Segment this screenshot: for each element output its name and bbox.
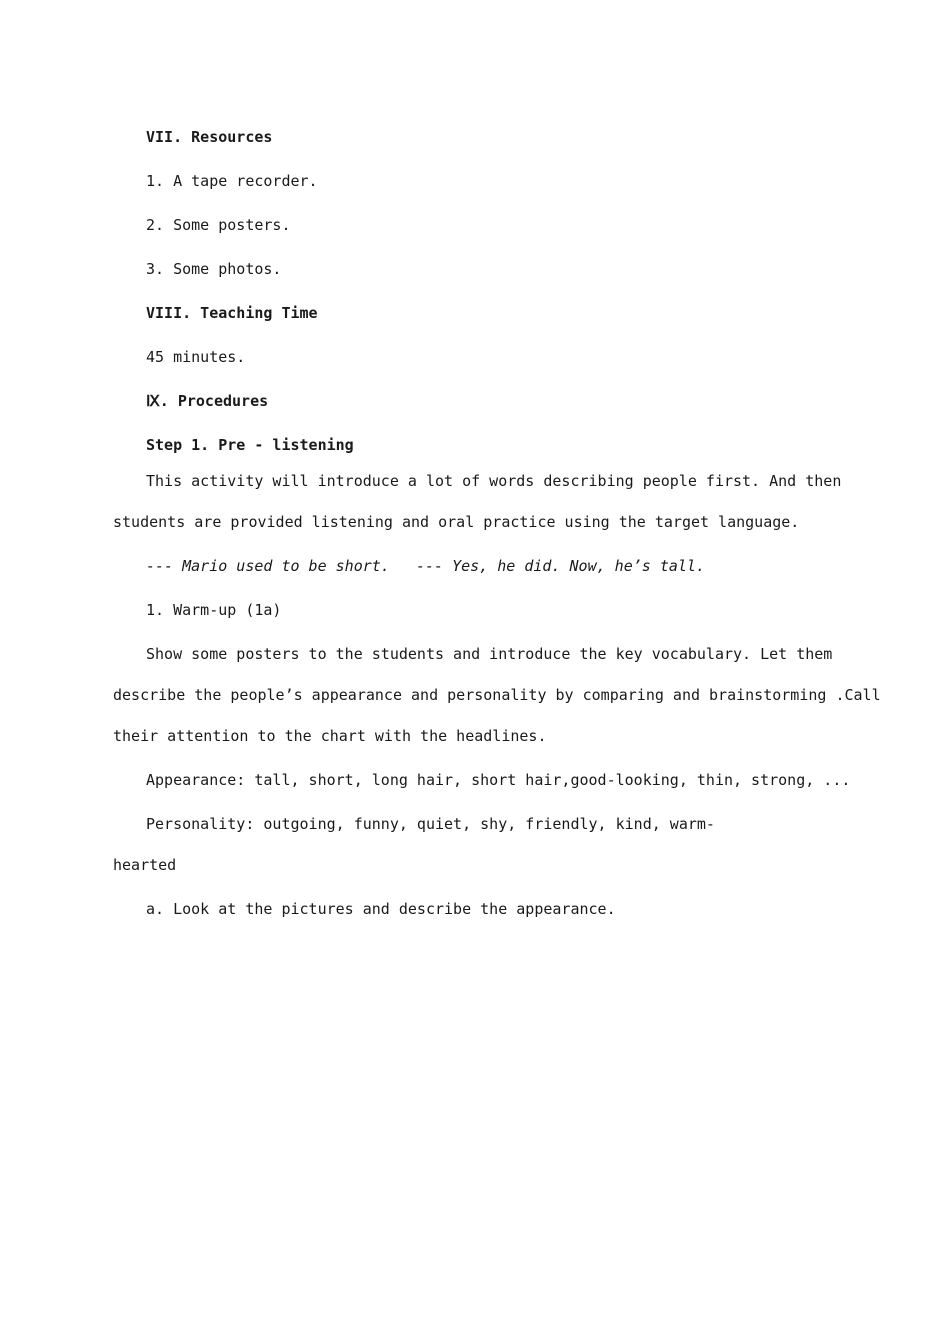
warmup-line-2: describe the people’s appearance and personality by comparing and brainstorming .Call: [113, 686, 881, 704]
teaching-time-heading: VIII. Teaching Time: [146, 304, 318, 322]
resource-item-2: 2. Some posters.: [146, 216, 291, 234]
dialog-line-b: --- Yes, he did. Now, he’s tall.: [416, 557, 705, 575]
intro-line-2: students are provided listening and oral practice using the target language.: [113, 513, 800, 531]
resource-item-1: 1. A tape recorder.: [146, 172, 318, 190]
resource-item-3: 3. Some photos.: [146, 260, 282, 278]
warmup-heading: 1. Warm-up (1a): [146, 601, 282, 619]
personality-line-2: hearted: [113, 856, 177, 874]
teaching-time-value: 45 minutes.: [146, 348, 246, 366]
dialog-line-a: --- Mario used to be short.: [146, 557, 390, 575]
appearance-line: Appearance: tall, short, long hair, short hair,good-looking, thin, strong, ...: [146, 771, 851, 789]
procedures-heading: Ⅸ. Procedures: [146, 392, 269, 410]
warmup-line-3: their attention to the chart with the headlines.: [113, 727, 547, 745]
resources-heading: VII. Resources: [146, 128, 273, 146]
warmup-line-1: Show some posters to the students and introduce the key vocabulary. Let them: [146, 645, 833, 663]
personality-line-1: Personality: outgoing, funny, quiet, shy, friendly, kind, warm-: [146, 815, 715, 833]
step1-heading: Step 1. Pre - listening: [146, 436, 354, 454]
intro-line-1: This activity will introduce a lot of words describing people first. And then: [146, 472, 842, 490]
task-a-line: a. Look at the pictures and describe the appearance.: [146, 900, 616, 918]
